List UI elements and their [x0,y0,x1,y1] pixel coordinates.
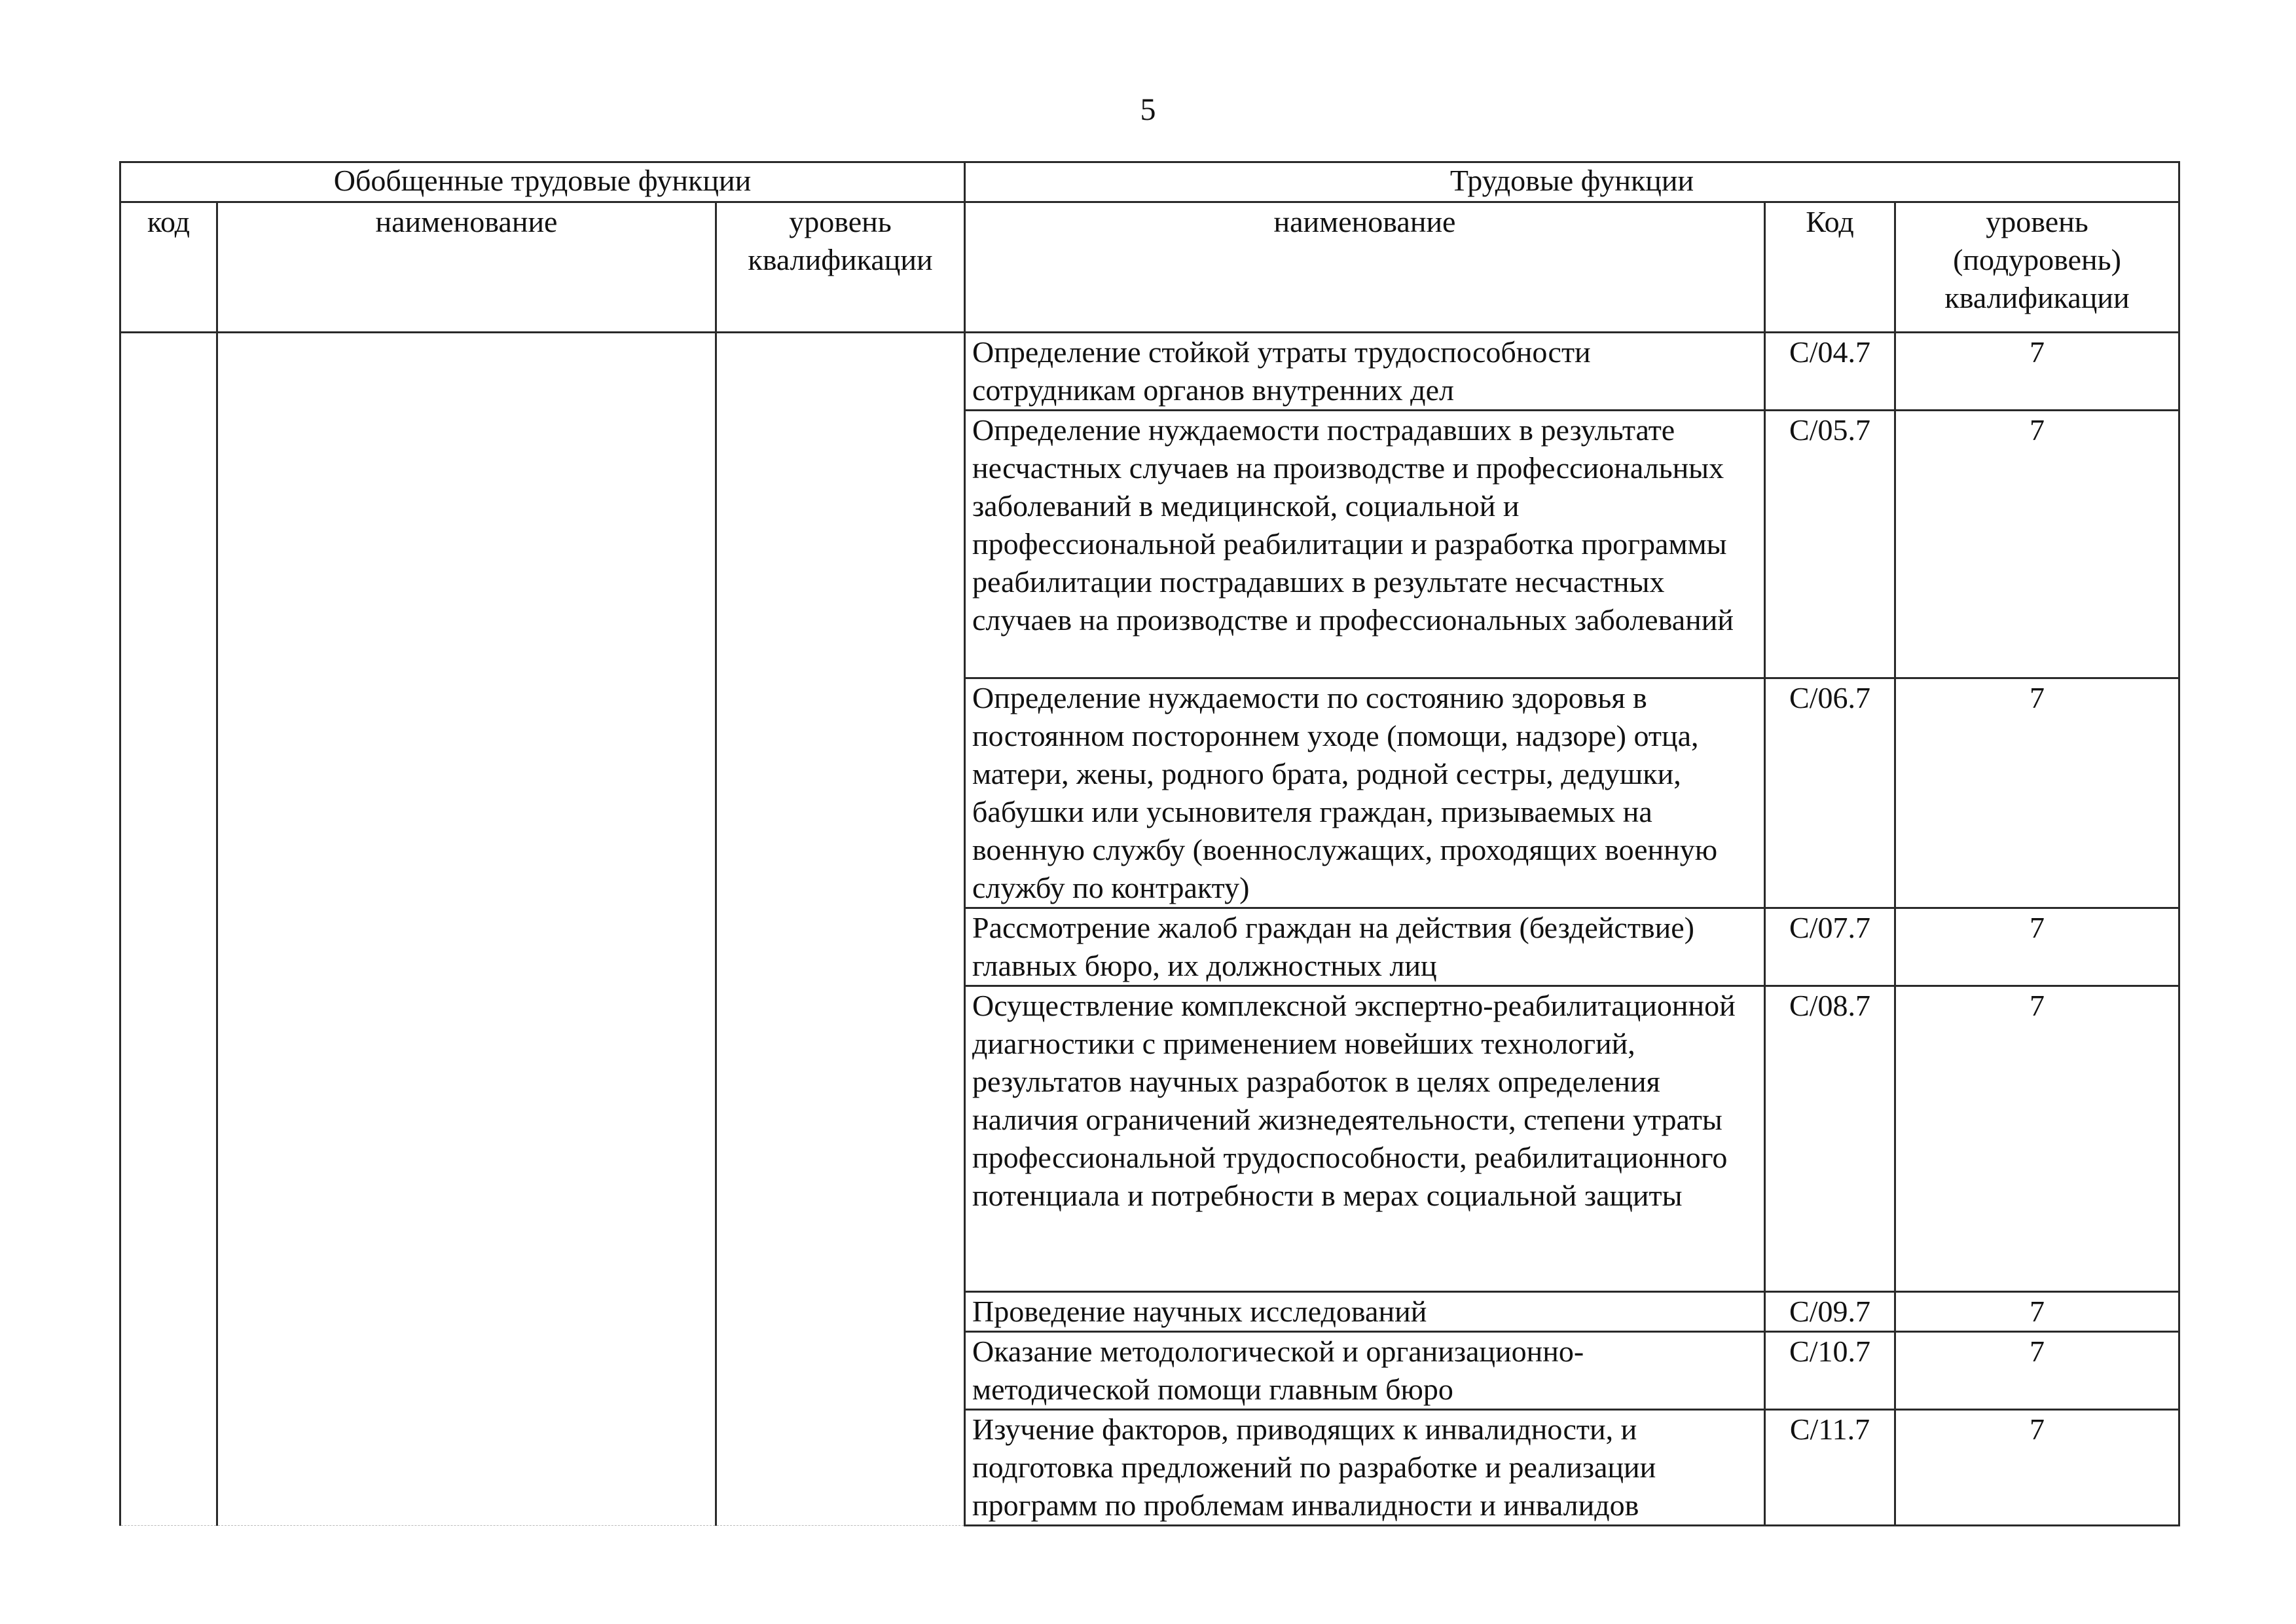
function-level: 7 [1895,333,2179,411]
function-level: 7 [1895,1410,2179,1526]
function-name: Осуществление комплексной экспертно-реабилитационной диагностики с применением новейших технологий, результатов научных разработок в целях определения наличия ограничений жизнедеятельности, степени утраты профессиональной трудоспособности, реабилитационного потенциала и потребности в мерах социальной защиты [965,986,1765,1292]
labor-functions-table [119,161,2180,1526]
column-header-row [120,202,2179,333]
function-level: 7 [1895,986,2179,1292]
page-number: 5 [1140,92,1156,127]
function-name: Изучение факторов, приводящих к инвалидности, и подготовка предложений по разработке и реализации программ по проблемам инвалидности и инвалидов [965,1410,1765,1526]
function-name: Проведение научных исследований [965,1292,1765,1332]
function-code: С/06.7 [1765,678,1895,908]
function-level: 7 [1895,1292,2179,1332]
function-level: 7 [1895,678,2179,908]
function-code: С/07.7 [1765,908,1895,986]
function-name: Определение стойкой утраты трудоспособности сотрудникам органов внутренних дел [965,333,1765,411]
table-row [120,333,2179,411]
function-name: Определение нуждаемости пострадавших в результате несчастных случаев на производстве и профессиональных заболеваний в медицинской, социальной и профессиональной реабилитации и разработка программы реабилитации пострадавших в результате несчастных случаев на производстве и профессиональных заболеваний [965,411,1765,678]
group-header-row [120,162,2179,202]
function-code: С/11.7 [1765,1410,1895,1526]
function-code: С/09.7 [1765,1292,1895,1332]
function-level: 7 [1895,1332,2179,1410]
gen-level-cell [716,333,965,1526]
gen-name-cell [217,333,716,1526]
function-level: 7 [1895,411,2179,678]
fn-name-header: наименование [965,202,1765,333]
function-code: С/10.7 [1765,1332,1895,1410]
function-code: С/04.7 [1765,333,1895,411]
gen-code-cell [120,333,217,1526]
function-level: 7 [1895,908,2179,986]
function-code: С/08.7 [1765,986,1895,1292]
function-code: С/05.7 [1765,411,1895,678]
function-name: Определение нуждаемости по состоянию здоровья в постоянном постороннем уходе (помощи, надзоре) отца, матери, жены, родного брата, родной сестры, дедушки, бабушки или усыновителя граждан, призываемых на военную службу (военнослужащих, проходящих военную службу по контракту) [965,678,1765,908]
gen-code-header: код [120,202,217,333]
fn-level-header: уровень (подуровень) квалификации [1895,202,2179,333]
function-name: Оказание методологической и организационно-методической помощи главным бюро [965,1332,1765,1410]
gen-name-header: наименование [217,202,716,333]
labor-functions-header: Трудовые функции [965,162,2179,202]
gen-level-header: уровень квалификации [716,202,965,333]
generalized-functions-header: Обобщенные трудовые функции [120,162,965,202]
function-name: Рассмотрение жалоб граждан на действия (бездействие) главных бюро, их должностных лиц [965,908,1765,986]
fn-code-header: Код [1765,202,1895,333]
